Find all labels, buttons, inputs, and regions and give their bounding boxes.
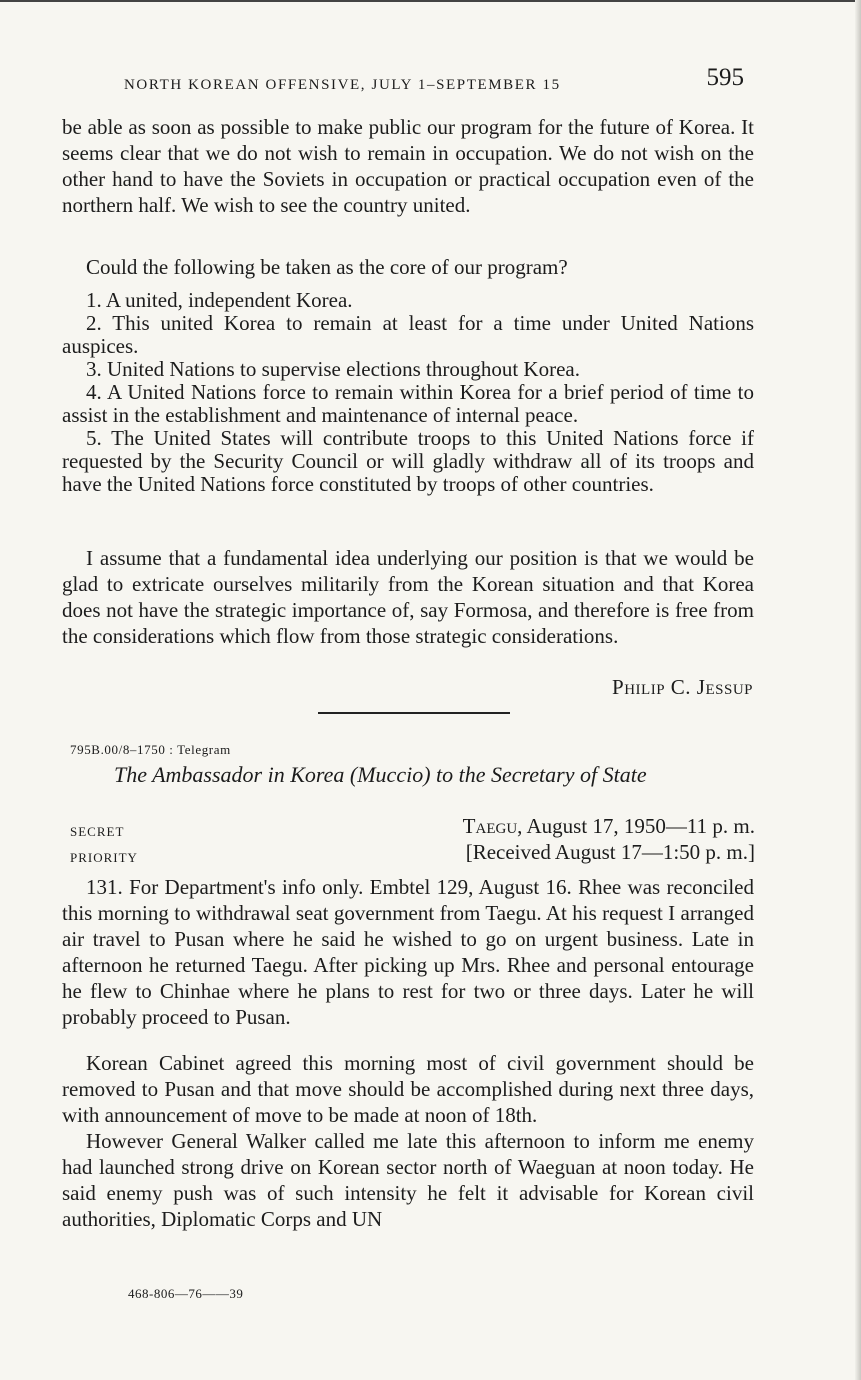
program-points-list: [62, 289, 754, 496]
telegram-paragraph: However General Walker called me late this afternoon to inform me enemy had launched strong drive on Korean sector north of Waeguan at noon today. He said enemy push was of such intensity he felt it advisable for Korean civil authorities, Diplomatic Corps and UN: [62, 1129, 754, 1231]
dateline: [463, 814, 755, 839]
page-top-edge: [0, 0, 861, 2]
dateline-place: Taegu: [462, 814, 518, 838]
running-title: NORTH KOREAN OFFENSIVE, JULY 1–SEPTEMBER 15: [124, 77, 561, 93]
section-divider: [318, 712, 510, 714]
program-question: Could the following be taken as the core of our program?: [86, 255, 568, 279]
page-binding-edge: [855, 0, 861, 1380]
telegram-paragraph: Korean Cabinet agreed this morning most of civil government should be removed to Pusan and that move should be accomplished during next three days, with announcement of move to be made at noon of 18th.: [62, 1051, 754, 1127]
signature: Philip C. Jessup: [612, 675, 753, 699]
precedence-label: PRIORITY: [70, 850, 138, 865]
program-point: 5. The United States will contribute troops to this United Nations force if requested by the Security Council or will gladly withdraw all of its troops and have the United Nations force constituted by troops of other countries.: [62, 426, 754, 496]
telegram-paragraph: 131. For Department's info only. Embtel 129, August 16. Rhee was reconciled this morning to withdrawal seat government from Taegu. At his request I arranged air travel to Pusan where he said he wished to go on urgent business. Late in afternoon he returned Taegu. After picking up Mrs. Rhee and personal entourage he flew to Chinhae where he plans to rest for two or three days. Later he will probably proceed to Pusan.: [62, 875, 754, 1029]
print-code: 468-806—76——39: [128, 1286, 244, 1301]
page-number: 595: [706, 64, 744, 91]
running-header: [62, 62, 754, 96]
classification-label: SECRET: [70, 824, 125, 839]
program-point: 4. A United Nations force to remain within Korea for a brief period of time to assist in the establishment and maintenance of internal peace.: [62, 380, 754, 427]
file-reference: 795B.00/8–1750 : Telegram: [70, 742, 231, 757]
program-point: 1. A united, independent Korea.: [86, 288, 353, 312]
received-line: [Received August 17—1:50 p. m.]: [465, 840, 755, 864]
opening-paragraph: be able as soon as possible to make public our program for the future of Korea. It seems clear that we do not wish to remain in occupation. We do not wish on the other hand to have the Soviets in occupation or practical occupation even of the northern half. We wish to see the country united.: [62, 115, 754, 217]
dateline-date: , August 17, 1950—11 p. m.: [517, 814, 755, 838]
closing-paragraph: I assume that a fundamental idea underlying our position is that we would be glad to extricate ourselves militarily from the Korean situation and that Korea does not have the strategic importance of, say Formosa, and therefore is free from the considerations which flow from those strategic considerations.: [62, 546, 754, 648]
document-title: The Ambassador in Korea (Muccio) to the Secretary of State: [114, 762, 647, 787]
program-point: 2. This united Korea to remain at least for a time under United Nations auspices.: [62, 311, 754, 358]
program-point: 3. United Nations to supervise elections throughout Korea.: [86, 357, 580, 381]
